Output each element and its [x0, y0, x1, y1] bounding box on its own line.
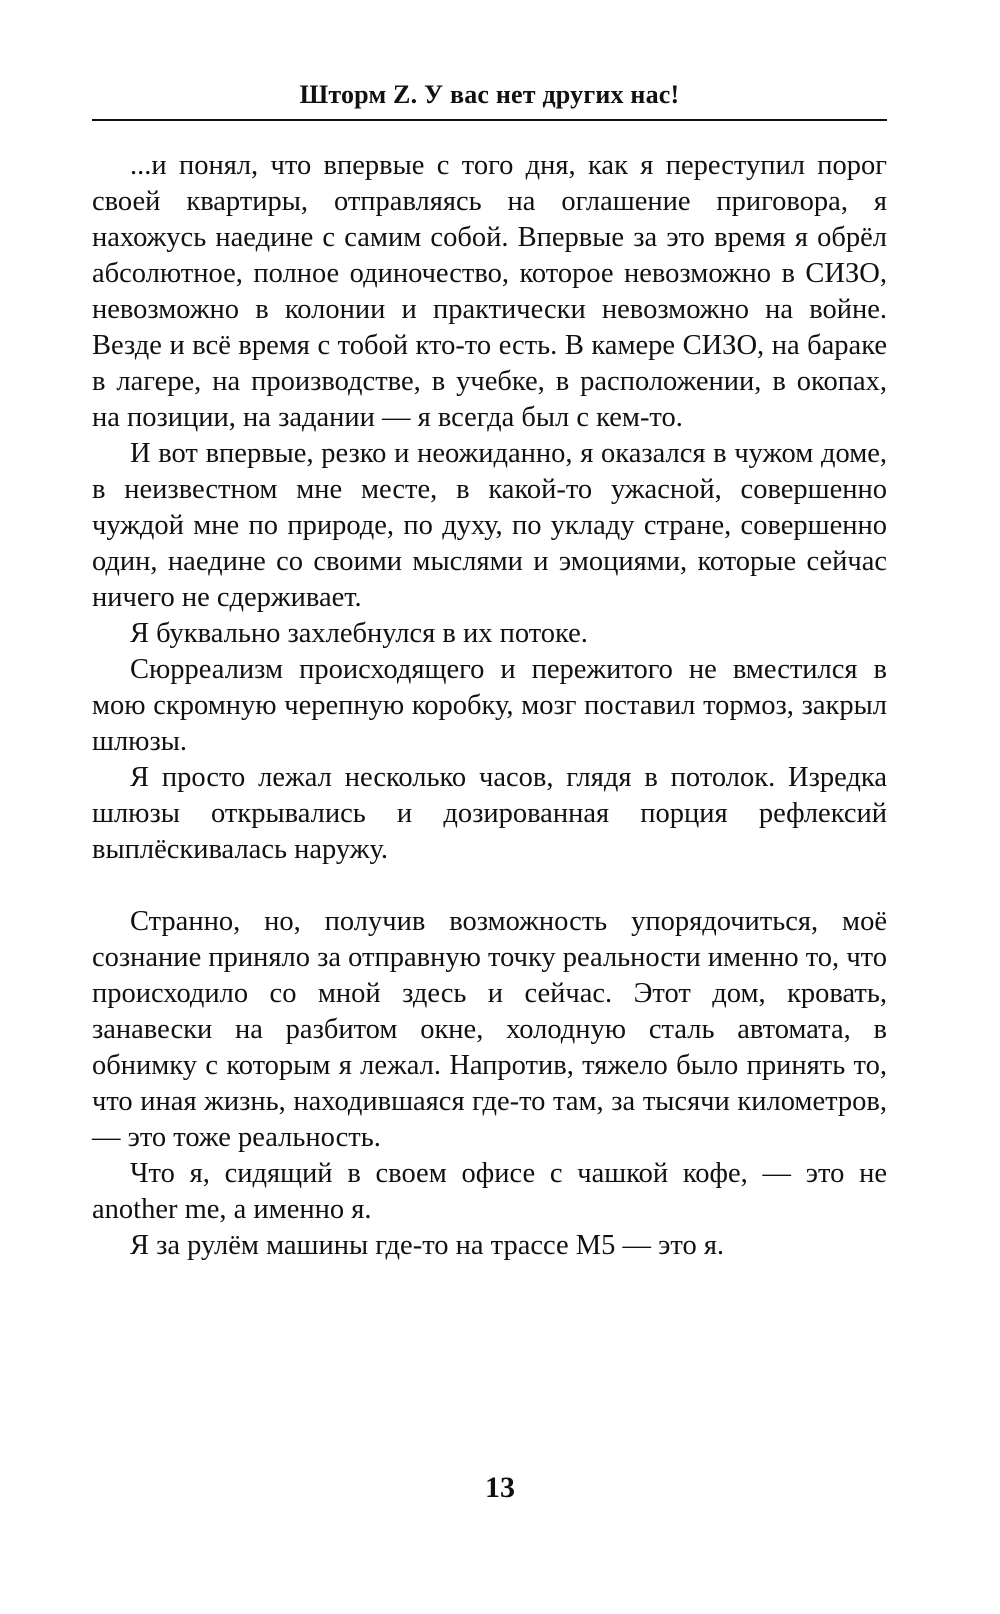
paragraph: ...и понял, что впервые с того дня, как я переступил порог своей квартиры, отправляясь на оглашение приговора, я нахожусь наедине с самим собой. Впервые за это время я обрёл абсолютное, полное одиночество, которое невозможно в СИЗО, невозможно в колонии и практически невозможно на войне. Везде и всё время с тобой кто-то есть. В камере СИЗО, на бараке в лагере, на производстве, в учебке, в расположении, в окопах, на позиции, на задании — я всегда был с кем-то. — [92, 150, 887, 433]
running-head-title: Шторм Z. У вас нет других нас! — [299, 80, 680, 109]
paragraph: Сюрреализм происходящего и пережитого не вместился в мою скромную черепную коробку, мозг поставил тормоз, закрыл шлюзы. — [92, 654, 887, 757]
body-text — [92, 148, 887, 1264]
header-divider — [92, 119, 887, 121]
paragraph: Я за рулём машины где-то на трассе M5 — это я. — [130, 1230, 725, 1261]
paragraph: Я буквально захлебнулся в их потоке. — [130, 618, 588, 649]
paragraph: Я просто лежал несколько часов, глядя в потолок. Изредка шлюзы открывались и дозированная порция рефлексий выплёскивалась наружу. — [92, 762, 887, 865]
paragraph: Что я, сидящий в своем офисе с чашкой кофе, — это не another me, а именно я. — [92, 1158, 887, 1225]
page-number: 13 — [485, 1471, 515, 1504]
paragraph: Странно, но, получив возможность упорядочиться, моё сознание приняло за отправную точку реальности именно то, что происходило со мной здесь и сейчас. Этот дом, кровать, занавески на разбитом окне, холодную сталь автомата, в обнимку с которым я лежал. Напротив, тяжело было принять то, что иная жизнь, находившаяся где-то там, за тысячи километров, — это тоже реальность. — [92, 906, 887, 1153]
paragraph: И вот впервые, резко и неожиданно, я оказался в чужом доме, в неизвестном мне месте, в какой-то ужасной, совершенно чуждой мне по природе, по духу, по укладу стране, совершенно один, наедине со своими мыслями и эмоциями, которые сейчас ничего не сдерживает. — [92, 438, 887, 613]
section-break — [92, 868, 887, 904]
